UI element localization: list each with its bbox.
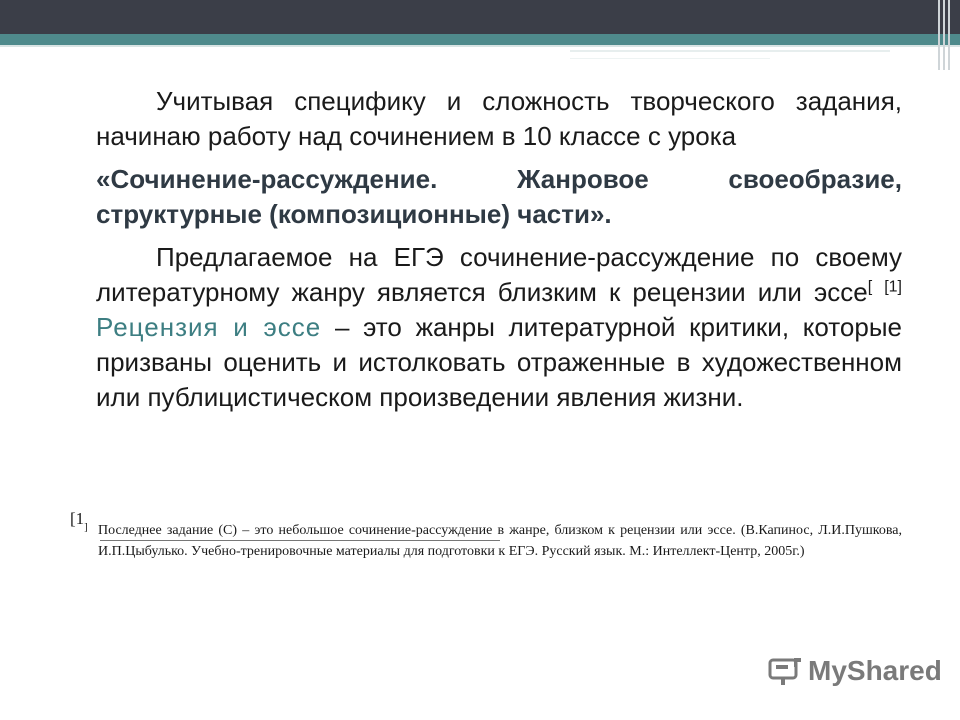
footnote-text: Последнее задание (С) – это небольшое сочинение-рассуждение в жанре, близком к рецензии или эссе. (В.Капинос, Л.И.Пушкова, И.П.Цыбулько. Учебно-тренировочные материалы для подготовки к ЕГЭ. Русский язык. М.: Интеллект-Центр, 2005г.) [98,523,902,559]
mailbox-icon [768,656,802,686]
logo-text: MyShared [808,655,942,686]
footnote-mark-close: ] [84,521,88,533]
top-divider-short [570,50,890,52]
footnote-ref-bracket: [ [867,278,873,296]
footnote-ref[interactable]: [1] [884,278,902,296]
lesson-title: «Сочинение-рассуждение. Жанровое своеобразие, структурные (композиционные) части». [96,164,902,229]
footnote [70,508,902,562]
footnote-rule [100,540,500,541]
paragraph-main-tail: – это жанры литературной критики, которые призваны оценить и истолковать отраженные в художественном или публицистическом произведении явления жизни. [96,312,902,412]
footnote-mark [70,508,88,532]
paragraph-intro: Учитывая специфику и сложность творческого задания, начинаю работу над сочинением в 10 классе с урока [96,86,902,151]
highlighted-term: Рецензия и эссе [96,312,322,342]
top-divider-shorter [570,58,770,59]
top-accent-bar [0,34,960,45]
top-divider [0,45,960,47]
paragraph-main-text: Предлагаемое на ЕГЭ сочинение-рассуждение по своему литературному жанру является близким к рецензии или эссе [96,242,902,307]
myshared-logo [768,655,942,687]
top-header-bar [0,0,960,34]
footnote-mark-open: [1 [70,509,85,528]
slide-body [96,84,902,423]
paragraph-main [96,240,902,415]
decorative-stripes [938,0,954,70]
